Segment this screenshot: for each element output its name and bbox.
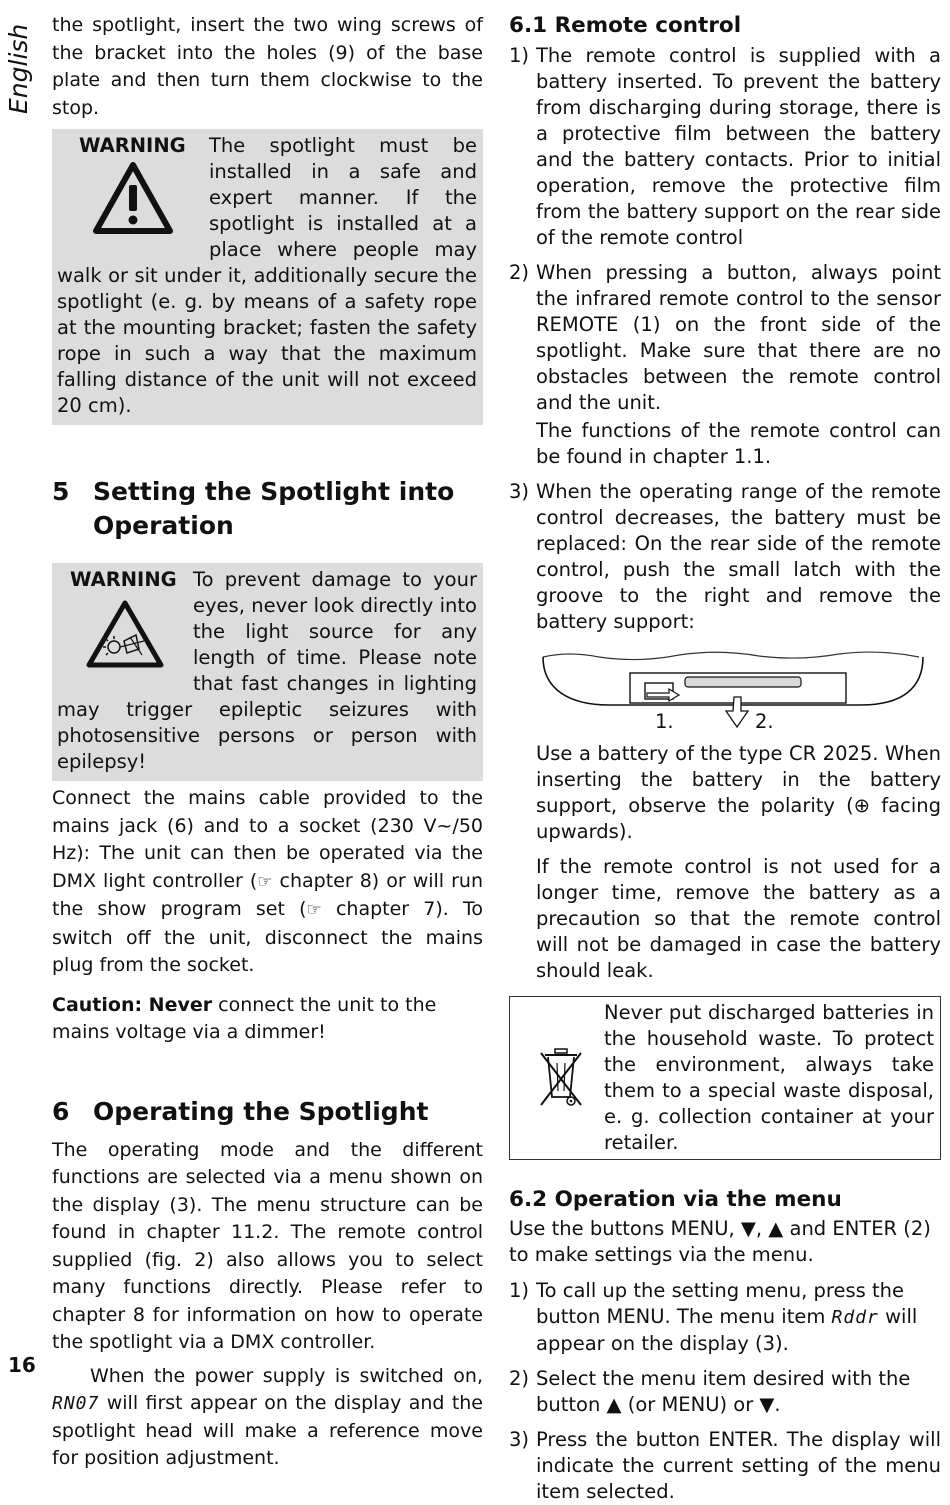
list-text bbox=[536, 1278, 941, 1357]
list-text: When pressing a button, always point the infrared remote control to the sensor REMOTE (1) on the front side of the spotlight. Make sure that there are no obstacles between the remote control and the unit. bbox=[536, 261, 941, 414]
list-number: 2) bbox=[509, 261, 530, 284]
page-number: 16 bbox=[8, 1353, 36, 1377]
list-number: 1) bbox=[509, 1279, 530, 1302]
list-number: 1) bbox=[509, 44, 530, 67]
list-text: Press the button ENTER. The display will indicate the current setting of the menu item selected. bbox=[536, 1428, 941, 1503]
figure-step-1: 1. bbox=[655, 710, 674, 733]
menu-step-text-1: To call up the setting menu, press the button MENU. The menu item bbox=[536, 1279, 904, 1328]
warning-label: WARNING bbox=[79, 134, 186, 157]
caution-paragraph bbox=[52, 992, 483, 1047]
battery-removal-figure bbox=[509, 649, 941, 737]
battery-type-paragraph: Use a battery of the type CR 2025. When inserting the battery in the battery support, observe the polarity (⊕ facing upwards). bbox=[536, 742, 941, 843]
list-item bbox=[509, 260, 941, 470]
figure-step-2: 2. bbox=[755, 710, 774, 733]
pointing-hand-icon: ☞ bbox=[306, 900, 322, 920]
list-text: When the operating range of the remote control decreases, the battery must be replaced: On the rear side of the remote control, push the small latch with the groove to the right and remove the battery support: bbox=[536, 480, 941, 633]
section-5-heading bbox=[52, 475, 483, 543]
connect-text-2: chapter 8) or will run the show program set ( bbox=[52, 869, 483, 920]
power-on-text-2: will first appear on the display and the spotlight head will make a reference move for position adjustment. bbox=[52, 1392, 483, 1469]
caution-label: Caution: Never bbox=[52, 993, 213, 1016]
list-item bbox=[509, 479, 941, 635]
remote-control-rear-diagram bbox=[509, 649, 941, 737]
battery-disposal-text: Never put discharged batteries in the household waste. To protect the environment, always take them to a special waste disposal, e. g. collection container at your retailer. bbox=[604, 1001, 934, 1154]
display-readout-anot: RN07 bbox=[52, 1393, 100, 1414]
connect-text-3: chapter 7). To switch off the unit, disconnect the mains plug from the socket. bbox=[52, 898, 484, 976]
connect-text-1: Connect the mains cable provided to the mains jack (6) and to a socket (230 V~/50 Hz): The unit can then be operated via the DMX light controller ( bbox=[52, 787, 483, 892]
list-item bbox=[509, 43, 941, 251]
list-item bbox=[509, 1366, 941, 1418]
battery-storage-paragraph: If the remote control is not used for a longer time, remove the battery as a precaution so that the remote control will not be damaged in case the battery should leak. bbox=[536, 855, 941, 982]
section-6-heading bbox=[52, 1095, 483, 1129]
section-6-number: 6 bbox=[52, 1096, 70, 1126]
section-6-2-heading: 6.2 Operation via the menu bbox=[509, 1187, 842, 1212]
eye-warning-label: WARNING bbox=[70, 568, 177, 591]
caution-text: connect the unit to the mains voltage via a dimmer! bbox=[52, 993, 437, 1043]
left-column bbox=[52, 12, 483, 1473]
list-text: Select the menu item desired with the button ▲ (or MENU) or ▼. bbox=[536, 1367, 911, 1416]
connect-paragraph bbox=[52, 785, 483, 980]
installation-warning-text: The spotlight must be installed in a safe and expert manner. If the spotlight is installed at a place where people may walk or sit under it, additionally secure the spotlight (e. g. by means of a safety rope at the mounting bracket; fasten the safety rope in such a way that the maximum falling distance of the unit will not exceed 20 cm). bbox=[57, 134, 477, 417]
light-hazard-icon bbox=[84, 597, 166, 671]
warning-triangle-icon bbox=[92, 161, 174, 235]
warning-label-block bbox=[57, 133, 209, 239]
list-number: 3) bbox=[509, 480, 530, 503]
list-item bbox=[509, 1278, 941, 1357]
list-extra-text: The functions of the remote control can be found in chapter 1.1. bbox=[536, 419, 941, 468]
language-label bbox=[4, 18, 34, 118]
section-5-number: 5 bbox=[52, 477, 70, 506]
crossed-out-bin-icon bbox=[535, 1045, 587, 1111]
menu-intro-paragraph: Use the buttons MENU, ▼, ▲ and ENTER (2) to make settings via the menu. bbox=[509, 1217, 931, 1266]
pointing-hand-icon: ☞ bbox=[257, 871, 273, 892]
eye-warning-label-block bbox=[57, 567, 193, 675]
section-6-title: Operating the Spotlight bbox=[93, 1096, 429, 1126]
power-on-paragraph bbox=[52, 1363, 483, 1473]
list-item bbox=[509, 1427, 941, 1505]
section-6-1-heading: 6.1 Remote control bbox=[509, 13, 742, 38]
right-column bbox=[509, 12, 941, 1505]
list-text: The remote control is supplied with a battery inserted. To prevent the battery from discharging during storage, there is a protective film between the battery and the battery contacts. Prior to initial operation, remove the protective film from the battery support on the rear side of the remote control bbox=[536, 44, 941, 249]
intro-paragraph: the spotlight, insert the two wing screws of the bracket into the holes (9) of the base plate and then turn them clockwise to the stop. bbox=[52, 14, 483, 119]
menu-step-text-2: will appear on the display (3). bbox=[536, 1305, 918, 1355]
eye-warning-box bbox=[52, 563, 483, 781]
section-5-title: Setting the Spotlight into Operation bbox=[93, 477, 455, 540]
language-label-text: English bbox=[4, 23, 33, 114]
display-readout-addr: Rddr bbox=[831, 1307, 879, 1328]
installation-warning-box bbox=[52, 129, 483, 425]
power-on-text-1: When the power supply is switched on, bbox=[90, 1364, 483, 1387]
list-number: 3) bbox=[509, 1428, 530, 1451]
operating-paragraph: The operating mode and the different functions are selected via a menu shown on the display (3). The menu structure can be found in chapter 11.2. The remote control supplied (fig. 2) also allows you to select many functions directly. Please refer to chapter 8 for information on how to operate the spotlight via a DMX controller. bbox=[52, 1138, 483, 1353]
eye-warning-text: To prevent damage to your eyes, never look directly into the light source for any length of time. Please note that fast changes in lighting may trigger epileptic seizures with photosensitive persons or person with epilepsy! bbox=[57, 568, 477, 773]
battery-disposal-box bbox=[509, 996, 941, 1160]
list-number: 2) bbox=[509, 1367, 530, 1390]
